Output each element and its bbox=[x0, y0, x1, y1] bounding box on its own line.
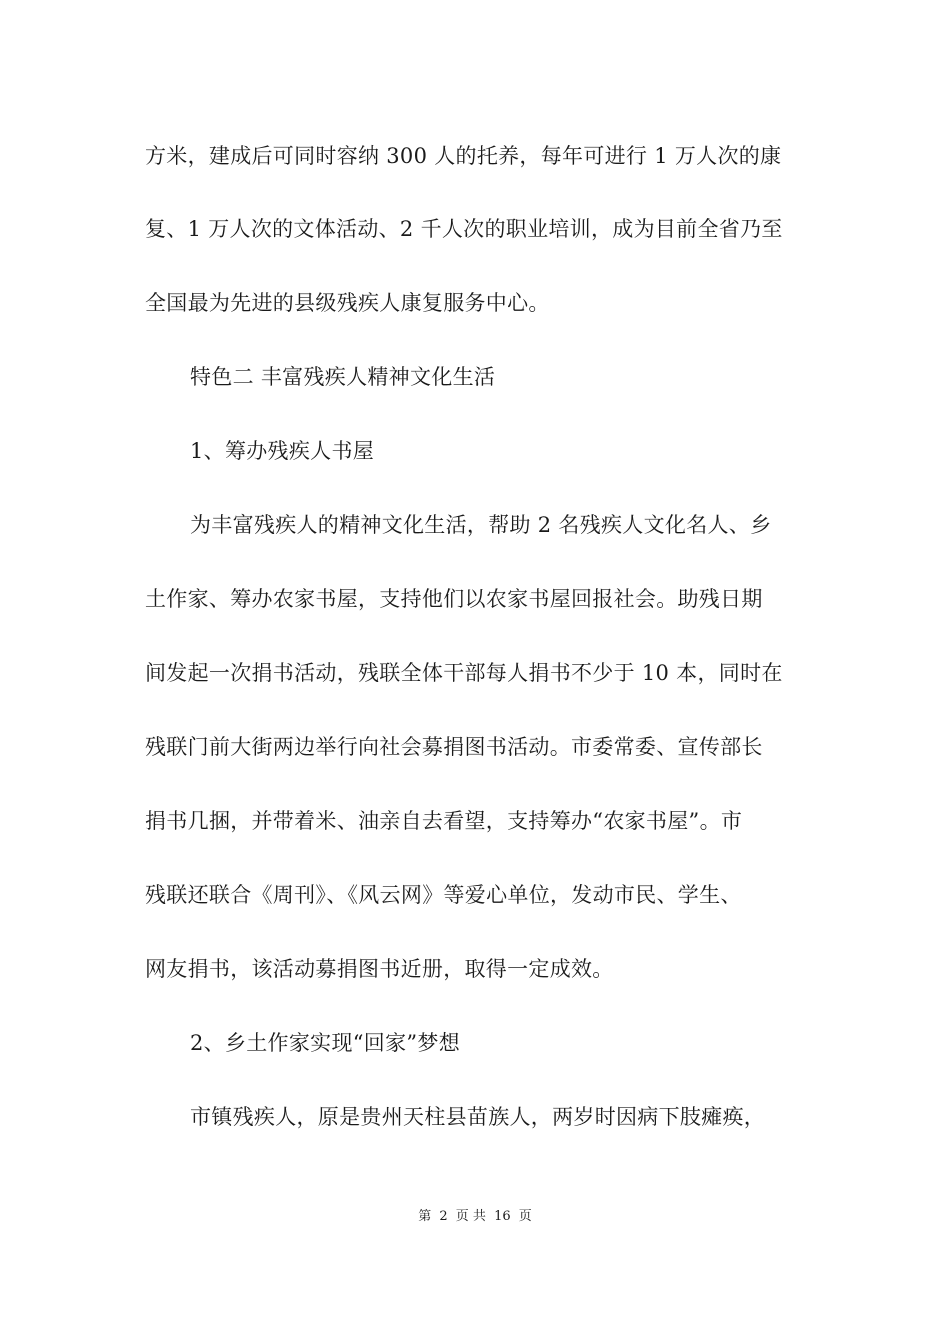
current-page-number: 2 bbox=[439, 1209, 448, 1224]
body-text-line: 为丰富残疾人的精神文化生活，帮助 2 名残疾人文化名人、乡 bbox=[190, 513, 772, 537]
subsection-heading: 1、筹办残疾人书屋 bbox=[190, 439, 375, 463]
body-text-line: 复、1 万人次的文体活动、2 千人次的职业培训，成为目前全省乃至 bbox=[145, 217, 783, 241]
body-text-line: 残联还联合《周刊》、《风云网》等爱心单位，发动市民、学生、 bbox=[145, 883, 742, 907]
body-text-line: 全国最为先进的县级残疾人康复服务中心。 bbox=[145, 291, 550, 315]
page-label-mid: 页 共 bbox=[455, 1209, 486, 1224]
page-label-prefix: 第 bbox=[418, 1209, 432, 1224]
body-text-line: 市镇残疾人，原是贵州天柱县苗族人，两岁时因病下肢瘫痪， bbox=[190, 1105, 766, 1129]
page-label-suffix: 页 bbox=[518, 1209, 532, 1224]
body-text-line: 方米，建成后可同时容纳 300 人的托养，每年可进行 1 万人次的康 bbox=[145, 144, 782, 168]
body-text-line: 捐书几捆，并带着米、油亲自去看望，支持筹办“农家书屋”。市 bbox=[145, 809, 743, 833]
total-pages-number: 16 bbox=[494, 1209, 511, 1224]
body-text-line: 土作家、筹办农家书屋，支持他们以农家书屋回报社会。助残日期 bbox=[145, 587, 763, 611]
page-footer bbox=[0, 1208, 950, 1226]
body-text-line: 间发起一次捐书活动，残联全体干部每人捐书不少于 10 本，同时在 bbox=[145, 661, 783, 685]
body-text-line: 网友捐书，该活动募捐图书近册，取得一定成效。 bbox=[145, 957, 614, 981]
subsection-heading: 2、乡土作家实现“回家”梦想 bbox=[190, 1031, 461, 1055]
body-text-line: 残联门前大街两边举行向社会募捐图书活动。市委常委、宣传部长 bbox=[145, 735, 763, 759]
section-heading: 特色二 丰富残疾人精神文化生活 bbox=[190, 365, 496, 389]
